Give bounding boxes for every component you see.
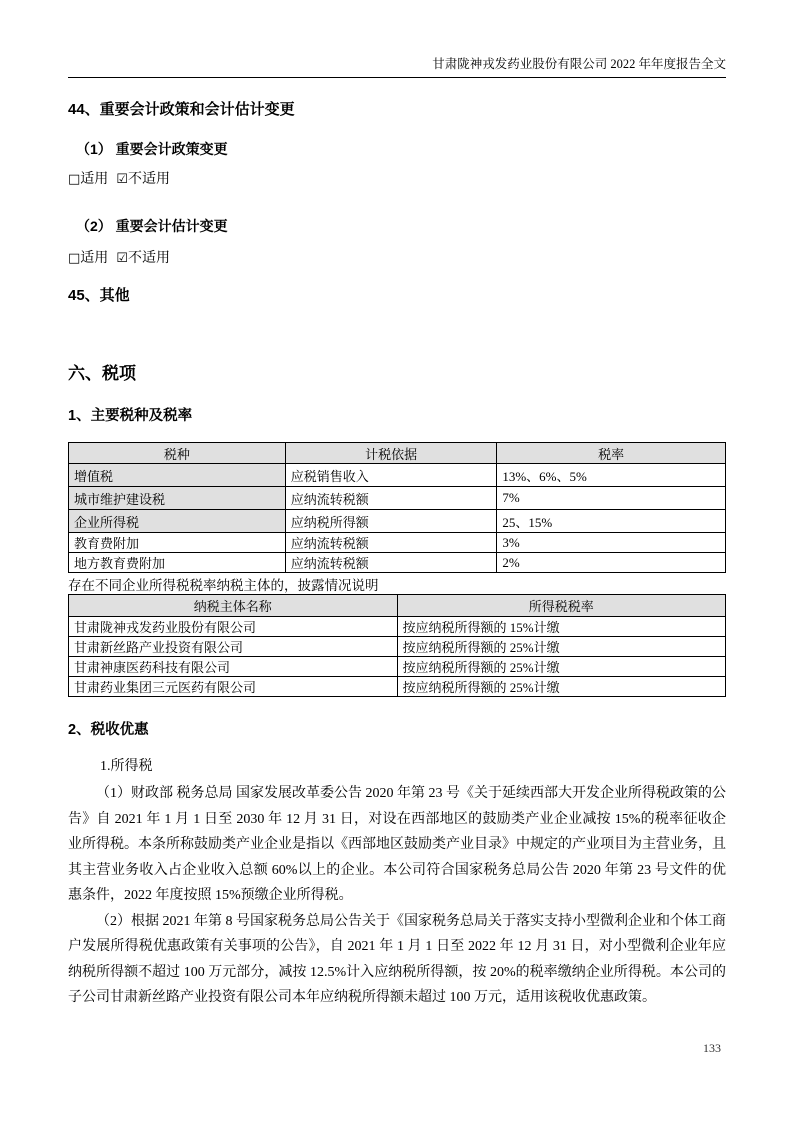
table-header-row bbox=[69, 443, 726, 464]
income-tax-label: 1.所得税 bbox=[100, 759, 153, 774]
section-44-title: 44、重要会计政策和会计估计变更 bbox=[68, 101, 295, 118]
entity-table-cell: 甘肃药业集团三元医药有限公司 bbox=[69, 677, 398, 697]
table-row bbox=[69, 533, 726, 553]
tax-table-cell: 13%、6%、5% bbox=[497, 464, 726, 487]
tax-policy-paragraph-1: （1）财政部 税务总局 国家发展改革委公告 2020 年第 23 号《关于延续西部大开发企业所得税政策的公告》自 2021 年 1 月 1 日至 2030 年 12 月 31 日，对设在西部地区的鼓励类产业企业减按 15%的税率征收企业所得税。本条所称鼓励类产业企业是指以《西部地区鼓励类产业目录》中规定的产业项目为主营业务，且其主营业务收入占企业收入总额 60%以上的企业。本公司符合国家税务总局公告 2020 年第 23 号文件的优惠条件，2022 年度按照 15%预缴企业所得税。 bbox=[68, 786, 726, 903]
table-row bbox=[69, 510, 726, 533]
applicable-label: 适用 bbox=[80, 251, 109, 266]
checkbox-checked-icon: ☑ bbox=[116, 251, 128, 266]
tax-table-cell: 应纳流转税额 bbox=[285, 553, 497, 573]
tax-table-cell: 地方教育费附加 bbox=[69, 553, 286, 573]
section-44-1-title: （1） 重要会计政策变更 bbox=[76, 141, 228, 157]
tax-table-cell: 增值税 bbox=[69, 464, 286, 487]
tax-table-cell: 应纳流转税额 bbox=[285, 487, 497, 510]
table-header-row bbox=[69, 595, 726, 617]
section-44-2-title: （2） 重要会计估计变更 bbox=[76, 218, 228, 234]
taxpayer-entity-table bbox=[68, 594, 726, 697]
tax-table-cell: 企业所得税 bbox=[69, 510, 286, 533]
not-applicable-label: 不适用 bbox=[127, 251, 170, 266]
entity-table-cell: 按应纳税所得额的 25%计缴 bbox=[397, 637, 726, 657]
tax-table-cell: 教育费附加 bbox=[69, 533, 286, 553]
tax-table-cell: 应纳税所得额 bbox=[285, 510, 497, 533]
tax-table-header-cell: 税率 bbox=[497, 443, 726, 464]
table-row bbox=[69, 553, 726, 573]
applicability-line-1 bbox=[68, 171, 726, 189]
entity-table-cell: 按应纳税所得额的 15%计缴 bbox=[397, 617, 726, 637]
table-row bbox=[69, 487, 726, 510]
tax-rate-table bbox=[68, 442, 726, 573]
page-content bbox=[68, 100, 726, 1011]
table-row bbox=[69, 617, 726, 637]
tax-table-cell: 7% bbox=[497, 487, 726, 510]
tax-table-header-cell: 计税依据 bbox=[285, 443, 497, 464]
section-6-1-title: 1、主要税种及税率 bbox=[68, 408, 193, 424]
applicable-label: 适用 bbox=[80, 172, 109, 187]
section-6-title: 六、税项 bbox=[68, 364, 136, 383]
applicability-line-2 bbox=[68, 250, 726, 268]
section-6-2-title: 2、税收优惠 bbox=[68, 722, 149, 738]
tax-table-cell: 应纳流转税额 bbox=[285, 533, 497, 553]
disclosure-note: 存在不同企业所得税税率纳税主体的，披露情况说明 bbox=[68, 578, 379, 593]
tax-policy-paragraph-2: （2）根据 2021 年第 8 号国家税务总局公告关于《国家税务总局关于落实支持小型微利企业和个体工商户发展所得税优惠政策有关事项的公告》，自 2021 年 1 月 1 日至 2022 年 12 月 31 日，对小型微利企业年应纳税所得额不超过 100 万元部分，减按 12.5%计入应纳税所得额，按 20%的税率缴纳企业所得税。本公司的子公司甘肃新丝路产业投资有限公司本年应纳税所得额未超过 100 万元，适用该税收优惠政策。 bbox=[68, 913, 726, 1005]
table-row bbox=[69, 464, 726, 487]
report-header bbox=[68, 0, 726, 78]
tax-table-cell: 城市维护建设税 bbox=[69, 487, 286, 510]
table-row bbox=[69, 657, 726, 677]
entity-table-header-cell: 所得税税率 bbox=[397, 595, 726, 617]
table-row bbox=[69, 677, 726, 697]
checkbox-checked-icon: ☑ bbox=[116, 172, 128, 187]
page-number: 133 bbox=[703, 1041, 721, 1055]
checkbox-unchecked-icon: □ bbox=[68, 172, 81, 187]
tax-table-cell: 3% bbox=[497, 533, 726, 553]
table-row bbox=[69, 637, 726, 657]
report-header-title: 甘肃陇神戎发药业股份有限公司 2022 年年度报告全文 bbox=[432, 57, 726, 71]
not-applicable-label: 不适用 bbox=[127, 172, 170, 187]
entity-table-cell: 按应纳税所得额的 25%计缴 bbox=[397, 657, 726, 677]
checkbox-unchecked-icon: □ bbox=[68, 251, 81, 266]
tax-table-cell: 应税销售收入 bbox=[285, 464, 497, 487]
entity-table-header-cell: 纳税主体名称 bbox=[69, 595, 398, 617]
section-45-title: 45、其他 bbox=[68, 287, 130, 304]
entity-table-cell: 甘肃新丝路产业投资有限公司 bbox=[69, 637, 398, 657]
entity-table-cell: 甘肃神康医药科技有限公司 bbox=[69, 657, 398, 677]
entity-table-cell: 按应纳税所得额的 25%计缴 bbox=[397, 677, 726, 697]
entity-table-cell: 甘肃陇神戎发药业股份有限公司 bbox=[69, 617, 398, 637]
tax-table-cell: 25、15% bbox=[497, 510, 726, 533]
tax-table-cell: 2% bbox=[497, 553, 726, 573]
tax-table-header-cell: 税种 bbox=[69, 443, 286, 464]
